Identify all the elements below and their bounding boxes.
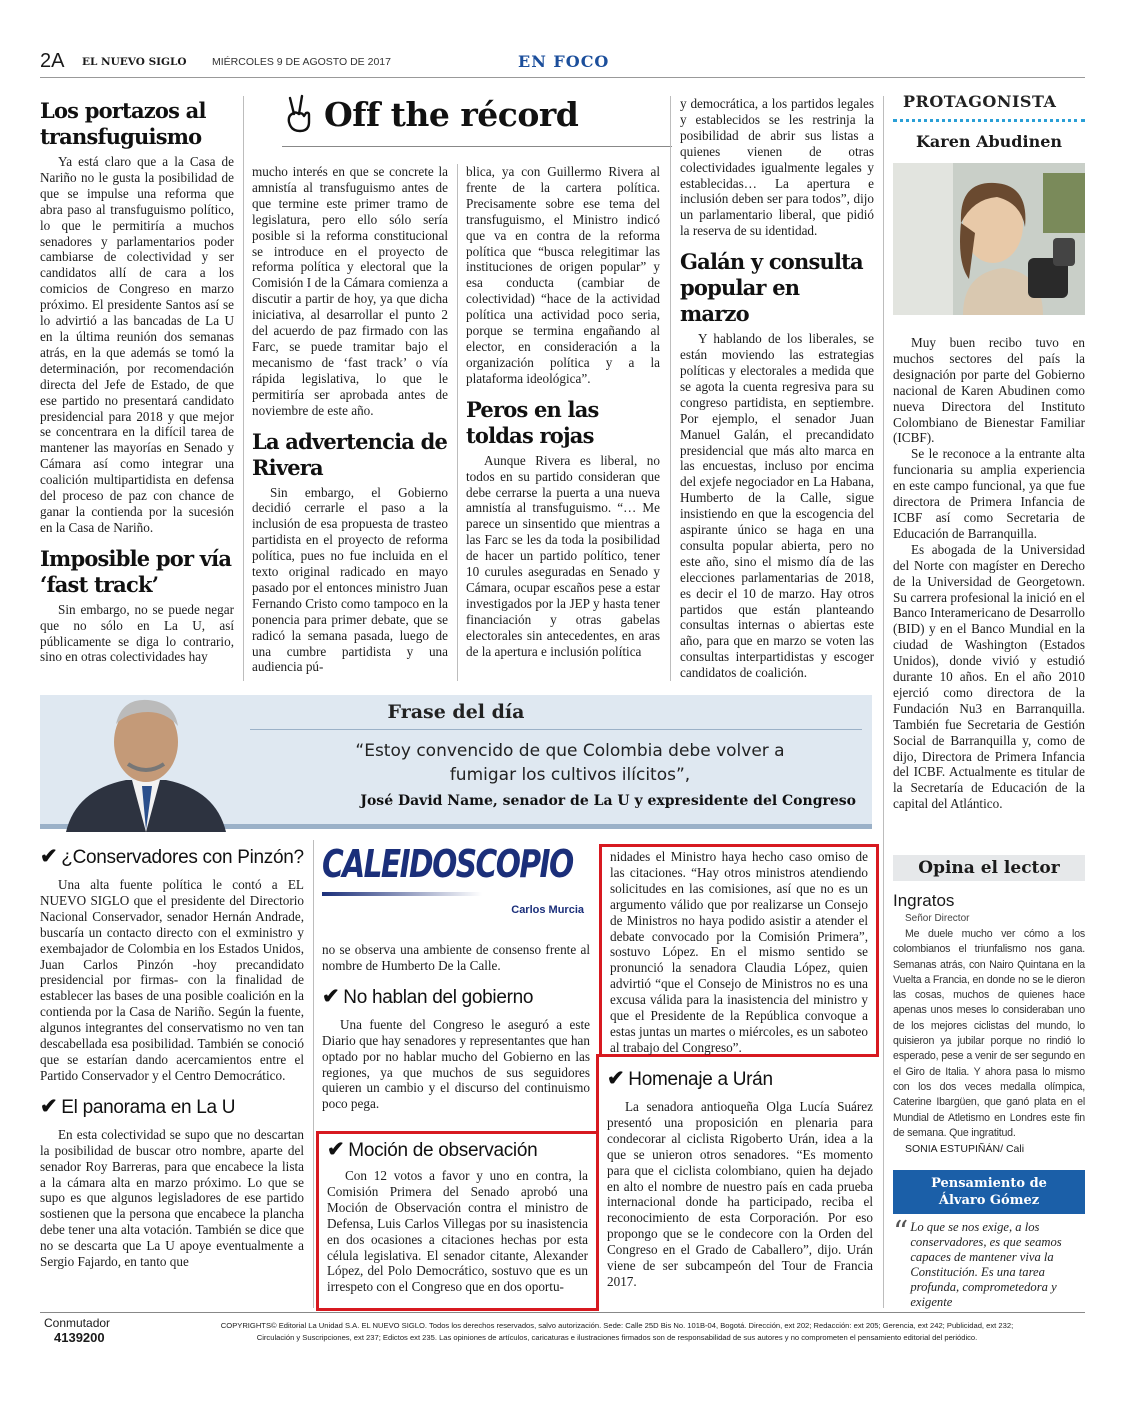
- citaciones-box: [599, 844, 879, 1057]
- check-icon: ✔: [40, 845, 58, 868]
- paragraph: nidades el Ministro haya hecho caso omiso de las citaciones. “Hay otros ministros atendiendo solicitudes en las comisiones, así que no es un argumento válido que por realizarse un Consejo de Ministros no haya podido asistir a atender el debate convocado por la Comisión Primera”, sostuvo López. En el mismo sentido se pronunció la senadora Claudia López, quien advirtió “que el Consejo de Ministros no es una excusa válida para la inasistencia del ministro y que el Presidente de la República convoque a estas juntas un martes o miércoles, es un saboteo al trabajo del Congreso”.: [610, 849, 868, 1055]
- footer-label: Conmutador: [44, 1316, 111, 1330]
- opina-salutation: Señor Director: [905, 913, 970, 924]
- protagonista-box: [893, 92, 1085, 812]
- paragraph: En esta colectividad se supo que no descartan la posibilidad de buscar otro nombre, aparte del senador Roy Barreras, para que encabece la lista a la cámara alta en marzo próximo. Lo que se supo es que algunos legisladores de ese partido sostienen que la persona que encabece la plancha debe tener una alta votación. También se dice que no se descarta que La U apoye eventualmente a Sergio Fajardo, en tanto que: [40, 1126, 304, 1270]
- protagonista-name: Karen Abudinen: [915, 132, 1063, 151]
- column-4: [680, 96, 874, 681]
- paragraph: no se observa una ambiente de consenso frente al nombre de Humberto De la Calle.: [322, 942, 590, 973]
- paragraph: mucho interés en que se concrete la amnistía al transfuguismo antes de que termine este primer tramo de legislatura, pero ello sólo sería posible si la reforma constitucional se introduce en el proyecto de reforma política y electoral que la Comisión I de la Cámara comienza a discutir a partir de hoy, ya que dicha iniciativa, al desarrollar el punto 2 del acuerdo de paz firmado con las Farc, se puede tramitar bajo el mecanismo de ‘fast track’ o vía rápida legislativa, lo que le permitiría ser aprobada antes de noviembre de este año.: [252, 164, 448, 418]
- column-2: [252, 164, 448, 675]
- pensamiento-box: [893, 1170, 1085, 1310]
- check-icon: ✔: [327, 1138, 345, 1161]
- headline-advertencia: La advertencia de Rivera: [252, 428, 448, 480]
- protagonista-label: PROTAGONISTA: [903, 92, 1057, 111]
- paper-date: MIÉRCOLES 9 DE AGOSTO DE 2017: [212, 56, 391, 68]
- paragraph: blica, ya con Guillermo Rivera al frente de la cartera política. Precisamente sobre ese tema del transfuguismo, el Ministro indicó que va en contra de la reforma política que “busca relegitimar las instituciones de origen popular” y esa conducta (cambiar de colectividad) “hace de la actividad política una actividad poco seria, porque se termina engañando al elector, en consideración a la organización política y a la plataforma ideológica”.: [466, 164, 660, 386]
- paragraph: Una alta fuente política le contó a EL NUEVO SIGLO que el presidente del Directorio Nacional Conservador, senador Hernán Andrade, buscaría un contacto directo con el exministro y exembajador de Colombia en los Estados Unidos, Juan Carlos Pinzón -hoy precandidato presidencial por firmas- con la finalidad de establecer las bases de una posible coalición en la contienda por la Casa de Nariño. Según la fuente, algunos integrantes del conservatismo no ven tan descabellada esa posibilidad. También se conoció que se estarían dando acercamientos entre el Partido Conservador y el Centro Democrático.: [40, 877, 304, 1083]
- quote-mark-icon: “: [893, 1215, 909, 1250]
- paragraph: Muy buen recibo tuvo en muchos sectores del país la designación por parte del Gobierno nacional de Karen Abudinen como nueva Directora del Instituto Colombiano de Bienestar Familiar (ICBF).: [893, 335, 1085, 446]
- footer: [40, 1316, 1085, 1356]
- off-record-title: Off the récord: [282, 94, 672, 134]
- frase-title: Frase del día: [387, 701, 525, 723]
- paragraph: y democrática, a los partidos legales y establecidos se les restrinja la posibilidad de abrir sus listas a quienes vienen de otras colectividades igualmente legales y establecidas… La apertura e inclusión deben ser para todos”, dijo un parlamentario liberal, que pidió la reserva de su identidad.: [680, 96, 874, 239]
- pensamiento-title: Pensamiento de Álvaro Gómez: [893, 1170, 1085, 1214]
- check-icon: ✔: [322, 984, 340, 1008]
- headline-peros: Peros en las toldas rojas: [466, 396, 599, 448]
- paragraph: Una fuente del Congreso le aseguró a este Diario que hay senadores y representantes que han optado por no hablar mucho del Gobierno en las regiones, ya que muchos de sus seguidores quieren un cambio y el discurso del continuismo poco pega.: [322, 1016, 590, 1112]
- paragraph: Sin embargo, no se puede negar que no sólo en La U, así públicamente se diga lo contrario, sino en otras colectividades hay: [40, 601, 234, 665]
- paragraph: Ya está claro que a la Casa de Nariño no le gusta la posibilidad de que se impulse una reforma que abra paso al transfuguismo político, lo que le permitiría a muchos senadores y parlamentarios poder cambiarse de colectividad y ser candidatos allí de cara a los comicios de Congreso en marzo próximo. El presidente Santos así se lo advirtió a las bancadas de La U en la última reunión dos semanas atrás, en la que además se tomó la determinación, por recomendación directa del Jefe de Estado, de que ese partido no presentará candidato presidencial para 2018 y que mejor se concentrara en la difícil tarea de mantener las mayorías en Senado y Cámara así como integrar una coalición multipartidista en defensa del proceso de paz con chance de ganar la contienda por la sucesión en la Casa de Nariño.: [40, 154, 234, 535]
- headline-galan: Galán y consulta popular en marzo: [680, 249, 863, 327]
- footer-copyright: COPYRIGHTS© Editorial La Unidad S.A. EL NUEVO SIGLO. Todos los derechos reservados, salvo autorización. Sede: Calle 25D Bis No. 101B-04, Bogotá. Dirección, ext 202; Redacción: ext 205; Gerencia, ext 242; Publicidad, ext 232; Circulación y Suscripciones, ext 237; Edictos ext 235. Las opiniones de artículos, caricaturas e ilustraciones firmados son de responsabilidad de sus autores y no comprometen el pensamiento editorial del periódico.: [220, 1321, 1014, 1342]
- opina-title: Opina el lector: [893, 855, 1085, 881]
- pensamiento-quote: Lo que se nos exige, a los conservadores, es que seamos capaces de mantener viva la Constitución. Es una tarea profunda, comprometedora y exigente: [910, 1220, 1062, 1309]
- opina-headline: Ingratos: [893, 891, 955, 910]
- footer-phone: 4139200: [54, 1330, 105, 1345]
- peace-hand-icon: [282, 94, 316, 134]
- karen-abudinen-photo: [893, 163, 1085, 315]
- check-icon: ✔: [607, 1067, 625, 1090]
- paper-name: EL NUEVO SIGLO: [82, 56, 187, 68]
- jose-david-name-photo: [66, 690, 226, 832]
- column-3: [466, 164, 660, 659]
- headline-conservadores: ✔ ¿Conservadores con Pinzón?: [40, 845, 304, 868]
- headline-portazos: Los portazos al transfuguismo: [40, 98, 206, 149]
- frase-author: José David Name, senador de La U y expresidente del Congreso: [360, 793, 856, 809]
- paragraph: Es abogada de la Universidad del Norte con magíster en Derecho de la Universidad de Georgetown. Su carrera profesional la inició en el Banco Interamericano de Desarrollo (BID) y en el Banco Mundial en la ciudad de Washington (Estados Unidos), donde vivió y estudió durante 10 años. En el año 2010 ejerció como directora de la Fundación Nu3 en Barranquilla. También fue Secretaria de Gestión Social de Barranquilla y, como de dijo, Directora de Primera Infancia del ICBF. Actualmente es titular de la Secretaría de Educación de la capital del Atlántico.: [893, 541, 1085, 812]
- caleidoscopio-author: Carlos Murcia: [511, 904, 584, 916]
- paragraph: Y hablando de los liberales, se están moviendo las estrategias políticas y electorales a medida que se agota la cuenta regresiva para su congreso partidista, en septiembre. Por ejemplo, el senador Juan Manuel Galán, el precandidato presidencial que más alto marca en las encuestas, incluso por encima del exjefe negociador en La Habana, Humberto de la Calle, sigue insistiendo en que la escogencia del aspirante único se haga en una consulta popular abierta, pero no este año, sino el mismo día de las elecciones parlamentarias de 2018, es decir el 10 de marzo. Hay otros partidos que están planteando consultas internas o abiertas este año, para que en marzo se voten las consultas interpartidistas y escoger candidatos de coalición.: [680, 331, 874, 681]
- headline-no-hablan: ✔ No hablan del gobierno: [322, 984, 534, 1008]
- opina-lector: [893, 855, 1085, 1155]
- caleidoscopio-header: [322, 842, 590, 922]
- caleidoscopio-title: CALEIDOSCOPIO: [322, 842, 573, 886]
- paragraph: Sin embargo, el Gobierno decidió cerrarle el paso a la inclusión de esa propuesta de trasteo partidista en el proyecto de reforma política, pues no fue incluida en el texto original radicado en mayo pasado por el entonces ministro Juan Fernando Cristo como tampoco en la ponencia para primer debate, que se radicó la semana pasada, luego de una cumbre partidista y una audiencia pú-: [252, 484, 448, 675]
- page-number: 2A: [40, 50, 65, 72]
- homenaje-column: [607, 1062, 873, 1290]
- paragraph: Aunque Rivera es liberal, no todos en su partido consideran que debe cerrarse la puerta a una nueva amnistía al transfuguismo. “… Me parece un sinsentido que mientras a las Farc se les da toda la posibilidad de hacer un partido político, tener 10 curules aseguradas en Senado y Cámara, ocupar escaños pese a estar investigados por la JEP y hasta tener financiación y otras gabelas electorales sin antecedentes, en aras de la apertura e inclusión política: [466, 452, 660, 659]
- section-title: EN FOCO: [518, 52, 610, 71]
- page-header: [40, 48, 1085, 78]
- frase-quote: “Estoy convencido de que Colombia debe volver a fumigar los cultivos ilícitos”,: [355, 741, 785, 785]
- headline-fast-track: Imposible por vía ‘fast track’: [40, 545, 232, 597]
- paragraph: Con 12 votos a favor y uno en contra, la Comisión Primera del Senado aprobó una Moción de Observación contra el ministro de Defensa, Luis Carlos Villegas por su inasistencia en dos ocasiones a citaciones hechas por esta célula legislativa. El senador citante, Alexander López, del Polo Democrático, sostuvo que es un irrespeto con el Congreso que en dos oportu-: [327, 1168, 588, 1295]
- paragraph: La senadora antioqueña Olga Lucía Suárez presentó una proposición en plenaria para condecorar al ciclista Rigoberto Urán, idea a la que se unieron otros senadores. “Es momento para que el ciclista colombiano, quien ha dejado en alto el nombre de nuestro país en cada prueba internacional donde ha participado, reciba el reconocimiento de esta Corporación. Por eso propongo que se le condecore con la Orden del Congreso en el Grado de Caballero”, dijo. Urán viene de ser subcampeón del Tour de Francia 2017.: [607, 1099, 873, 1289]
- mocion-box: [316, 1131, 599, 1311]
- opina-body: Me duele mucho ver cómo a los colombianos el triunfalismo nos gana. Semanas atrás, con Nairo Quintana en la Vuelta a Francia, en donde no se le dieron las cosas, muchos de quienes hace apenas unos meses lo consideraban uno de los mejores ciclistas del mundo, lo quisieron ya jubilar porque no rindió lo esperado, pese a venir de ser segundo en el Giro de Italia. Y ahora pasa lo mismo con los dos veces medalla olímpica, Caterine Ibargüen, que ganó plata en el Mundial de Atletismo en Londres este fin de semana. Que ingratitud.: [893, 928, 1085, 1139]
- headline-panorama: ✔ El panorama en La U: [40, 1094, 236, 1118]
- paragraph: Se le reconoce a la entrante alta funcionaria su amplia experiencia en este campo funcional, ya que fue directora de Primera Infancia de ICBF así como Secretaria de Educación de Barranquilla.: [893, 446, 1085, 541]
- column-1: [40, 96, 234, 665]
- mocion-connector: [596, 1054, 602, 1134]
- headline-homenaje: ✔ Homenaje a Urán: [607, 1067, 773, 1090]
- opina-signature: SONIA ESTUPIÑÁN/ Cali: [905, 1143, 1025, 1156]
- bottom-left-column: [40, 840, 304, 1270]
- check-icon: ✔: [40, 1094, 58, 1118]
- caleidoscopio-column: [322, 942, 590, 1112]
- headline-mocion: ✔ Moción de observación: [327, 1138, 538, 1161]
